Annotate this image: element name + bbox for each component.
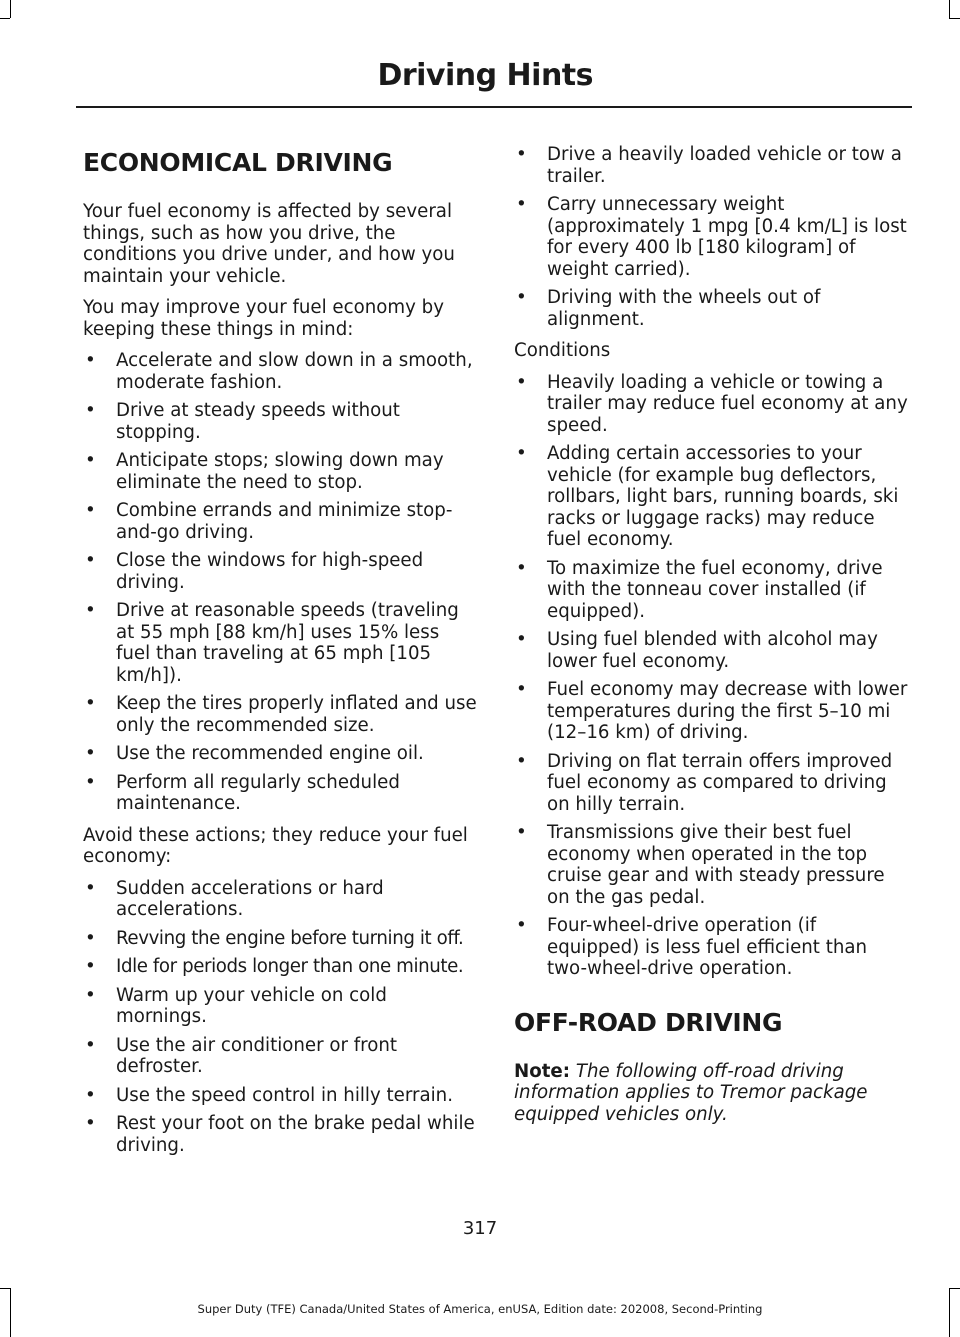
list-item: • To maximize the fuel economy, drive with the tonneau cover installed (if equipped). [516, 557, 883, 622]
bullet: • [85, 771, 96, 793]
bullet: • [516, 194, 527, 215]
list-item: • Close the windows for high-speed driving. [85, 550, 424, 593]
bullet: • [85, 450, 96, 471]
running-head: Driving Hints [377, 58, 593, 93]
list-item: • Drive at reasonable speeds (traveling at 55 mph [88 km/h] uses 15% less fuel than traveling at 65 mph [105 km/h]). [85, 600, 459, 686]
list-item: • Driving with the wheels out of alignment. [516, 287, 821, 330]
list-item: • Using fuel blended with alcohol may lower fuel economy. [516, 629, 878, 672]
crop-mark [0, 1288, 10, 1289]
list-item: • Rest your foot on the brake pedal while driving. [85, 1113, 475, 1156]
intro-paragraph: Your fuel economy is affected by several things, such as how you drive, the conditions you drive under, and how you maintain your vehicle. [83, 201, 455, 287]
list-item: • Anticipate stops; slowing down may eliminate the need to stop. [85, 450, 444, 493]
crop-mark [0, 18, 10, 19]
bullet: • [516, 443, 527, 464]
bullet: • [85, 693, 96, 714]
note-label: Note: [514, 1060, 571, 1082]
list-item: • Adding certain accessories to your vehicle (for example bug deflectors, rollbars, light bars, running boards, ski racks or luggage racks) may reduce fuel economy. [516, 443, 899, 550]
left-column [83, 144, 478, 1166]
note-text: The following off-road driving information applies to Tremor package equipped vehicles only. [514, 1060, 868, 1125]
right-column [514, 144, 910, 1135]
bullet: • [85, 877, 96, 899]
bullet: • [85, 927, 96, 949]
bullet: • [85, 1034, 96, 1056]
bullet: • [85, 500, 96, 521]
conditions-lead: Conditions [514, 340, 611, 361]
improve-list [83, 350, 478, 815]
list-item: • Keep the tires properly inflated and use only the recommended size. [85, 693, 477, 736]
avoid-lead: Avoid these actions; they reduce your fuel economy: [83, 824, 468, 867]
bullet: • [85, 956, 96, 977]
list-item: • Use the recommended engine oil. [85, 743, 424, 764]
bullet: • [516, 557, 527, 579]
edition-footer: Super Duty (TFE) Canada/United States of America, enUSA, Edition date: 202008, Second-Printing [197, 1302, 763, 1316]
section-heading-economical: ECONOMICAL DRIVING [83, 148, 393, 177]
crop-mark [949, 0, 950, 18]
list-item: • Drive at steady speeds without stopping. [85, 400, 400, 443]
list-item: • Use the speed control in hilly terrain. [85, 1084, 453, 1106]
bullet: • [516, 915, 527, 936]
bullet: • [85, 550, 96, 571]
bullet: • [516, 144, 527, 165]
crop-mark [949, 1288, 960, 1289]
list-item: • Revving the engine before turning it off. [85, 927, 464, 949]
bullet: • [85, 1113, 96, 1134]
avoid-list-continued [514, 144, 910, 330]
crop-mark [10, 0, 11, 18]
list-item: • Warm up your vehicle on cold mornings. [85, 984, 387, 1027]
crop-mark [949, 18, 960, 19]
bullet: • [85, 600, 96, 621]
note-paragraph [514, 1061, 910, 1126]
list-item: • Use the air conditioner or front defroster. [85, 1034, 398, 1077]
bullet: • [85, 1084, 96, 1106]
bullet: • [85, 400, 96, 421]
list-item: • Combine errands and minimize stop-and-go driving. [85, 500, 453, 543]
bullet: • [85, 984, 96, 1006]
list-item: • Heavily loading a vehicle or towing a trailer may reduce fuel economy at any speed. [516, 371, 908, 436]
avoid-list [83, 878, 478, 1157]
bullet: • [516, 750, 527, 772]
bullet: • [516, 629, 527, 650]
list-item: • Transmissions give their best fuel economy when operated in the top cruise gear and with steady pressure on the gas pedal. [516, 822, 885, 908]
page-number: 317 [462, 1218, 498, 1239]
bullet: • [85, 350, 96, 371]
list-item: • Accelerate and slow down in a smooth, moderate fashion. [85, 350, 473, 393]
conditions-list [514, 372, 910, 980]
list-item: • Perform all regularly scheduled maintenance. [85, 771, 400, 814]
list-item: • Idle for periods longer than one minute. [85, 956, 464, 977]
list-item: • Four-wheel-drive operation (if equipped) is less fuel efficient than two-wheel-drive operation. [516, 915, 868, 979]
list-item: • Sudden accelerations or hard accelerations. [85, 877, 384, 920]
list-item: • Driving on flat terrain offers improved fuel economy as compared to driving on hilly terrain. [516, 750, 893, 815]
bullet: • [516, 679, 527, 700]
bullet: • [516, 371, 527, 393]
bullet: • [516, 822, 527, 843]
list-item: • Fuel economy may decrease with lower temperatures during the first 5–10 mi (12–16 km) of driving. [516, 679, 908, 743]
improve-lead: You may improve your fuel economy by keeping these things in mind: [83, 297, 444, 340]
bullet: • [85, 743, 96, 764]
list-item: • Carry unnecessary weight (approximately 1 mpg [0.4 km/L] is lost for every 400 lb [180 kilogram] of weight carried). [516, 194, 907, 280]
bullet: • [516, 287, 527, 308]
list-item: • Drive a heavily loaded vehicle or tow a trailer. [516, 144, 902, 187]
header-rule [76, 106, 912, 108]
section-heading-offroad: OFF-ROAD DRIVING [514, 1007, 783, 1037]
